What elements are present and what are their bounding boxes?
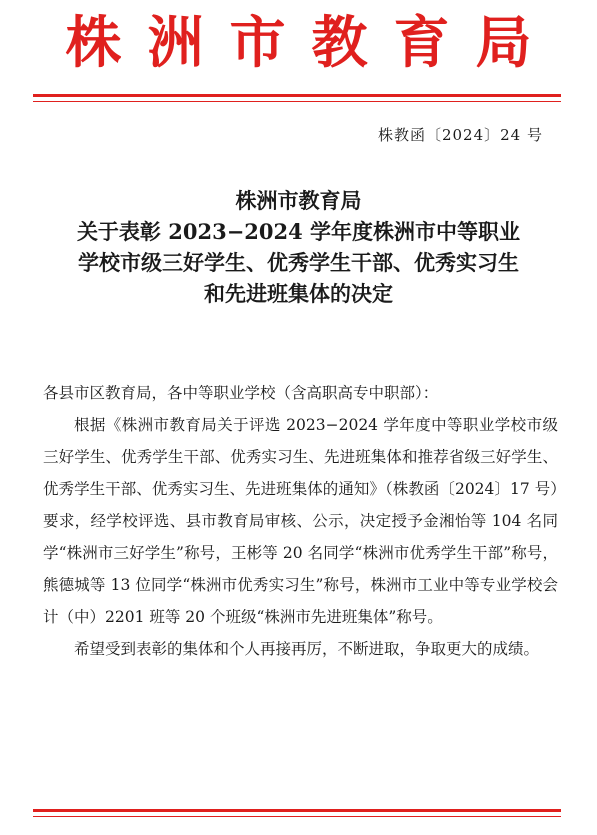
document-number: 株教函〔2024〕24 号 [377, 126, 543, 144]
masthead-rule-thick [33, 94, 561, 97]
document-title [0, 185, 597, 309]
title-line: 学校市级三好学生、优秀学生干部、优秀实习生 [78, 250, 519, 275]
body-paragraph: 根据《株洲市教育局关于评选 2023−2024 学年度中等职业学校市级三好学生、优秀学生干部、优秀实习生、先进班集体和推荐省级三好学生、优秀学生干部、优秀实习生、先进班集体的通知》（株教函〔2024〕17 号）要求，经学校评选、县市教育局审核、公示，决定授予金湘怡等 104 名同学“株洲市三好学生”称号，王彬等 20 名同学“株洲市优秀学生干部”称号，熊德城等 13 位同学“株洲市优秀实习生”称号，株洲市工业中等专业学校会计（中）2201 班等 20 个班级“株洲市先进班集体”称号。 [43, 416, 558, 626]
footer-rule-thin [33, 816, 561, 817]
title-line: 株洲市教育局 [235, 188, 362, 213]
footer-rule-thick [33, 809, 561, 812]
title-line: 和先进班集体的决定 [204, 281, 393, 306]
salutation: 各县市区教育局，各中等职业学校（含高职高专中职部）： [43, 384, 439, 402]
title-line: 关于表彰 2023−2024 学年度株洲市中等职业 [76, 219, 521, 244]
document-body [43, 377, 558, 665]
masthead-rule-thin [33, 101, 561, 102]
body-paragraph: 希望受到表彰的集体和个人再接再厉，不断进取，争取更大的成绩。 [74, 640, 540, 658]
masthead-org-name: 株洲市教育局 [65, 11, 558, 76]
